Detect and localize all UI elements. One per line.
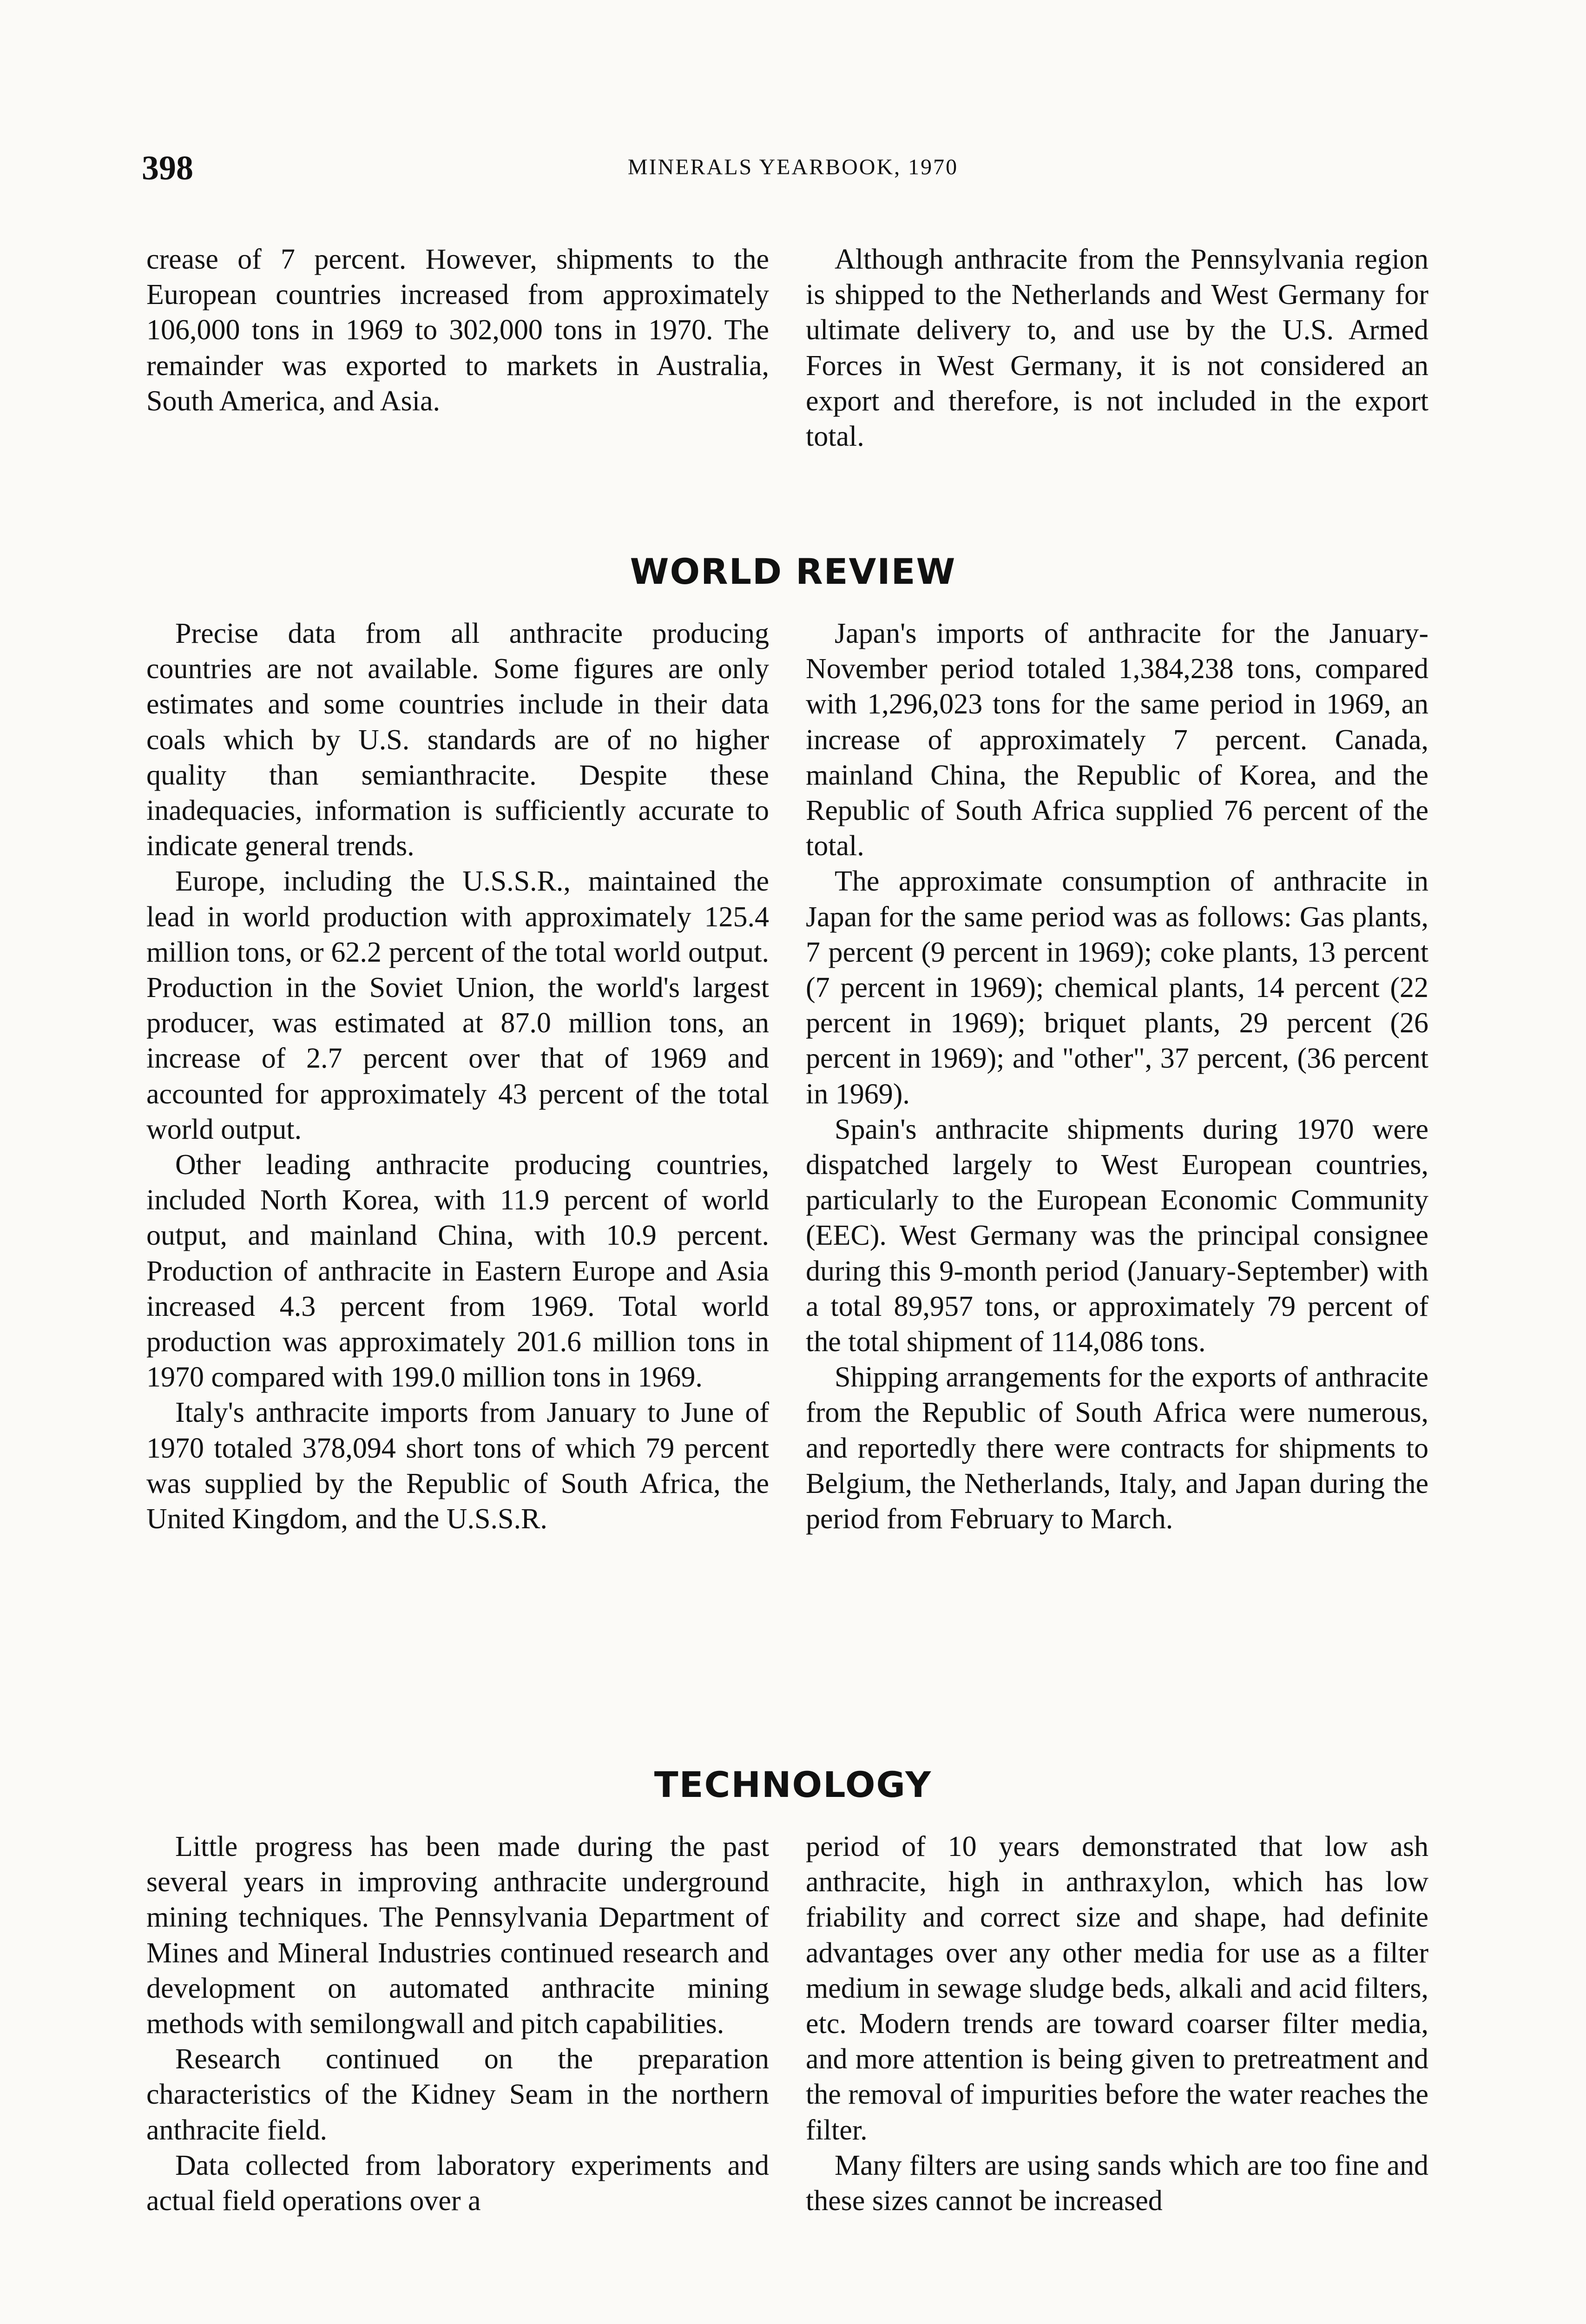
paragraph: Other leading anthracite producing countries, included North Korea, with 11.9 percent of world output, and mainland China, with 10.9 percent. Production of anthracite in Eastern Europe and Asia increased 4.3 percent from 1969. Total world production was approximately 201.6 million tons in 1970 compared with 199.0 million tons in 1969. <box>146 1149 769 1393</box>
paragraph: The approximate consumption of anthracite in Japan for the same period was as follows: Gas plants, 7 percent (9 percent in 1969); coke plants, 13 percent (7 percent in 1969); chemical plants, 14 percent (22 percent in 1969); briquet plants, 29 percent (26 percent in 1969); and "other", 37 percent, (36 percent in 1969). <box>806 865 1428 1110</box>
paragraph: Spain's anthracite shipments during 1970 were dispatched largely to West European countries, particularly to the European Economic Community (EEC). West Germany was the principal consignee during this 9-month period (January-September) with a total 89,957 tons, or approximately 79 percent of the total shipment of 114,086 tons. <box>806 1113 1428 1358</box>
paragraph: Europe, including the U.S.S.R., maintained the lead in world production with approximately 125.4 million tons, or 62.2 percent of the total world output. Production in the Soviet Union, the world's largest producer, was estimated at 87.0 million tons, an increase of 2.7 percent over that of 1969 and accounted for approximately 43 percent of the total world output. <box>146 865 769 1145</box>
paragraph: period of 10 years demonstrated that low ash anthracite, high in anthraxylon, which has low friability and correct size and shape, had definite advantages over any other media for use as a filter medium in sewage sludge beds, alkali and acid filters, etc. Modern trends are toward coarser filter media, and more attention is being given to pretreatment and the removal of impurities before the water reaches the filter. <box>806 1831 1428 2146</box>
paragraph: Data collected from laboratory experiments and actual field operations over a <box>146 2149 769 2217</box>
paragraph: Precise data from all anthracite producing countries are not available. Some figures are only estimates and some countries include in their data coals which by U.S. standards are of no higher quality than semianthracite. Despite these inadequacies, information is sufficiently accurate to indicate general trends. <box>146 618 769 862</box>
technology-left-column <box>146 1829 769 2218</box>
paragraph: Shipping arrangements for the exports of anthracite from the Republic of South Africa were numerous, and reportedly there were contracts for shipments to Belgium, the Netherlands, Italy, and Japan during the period from February to March. <box>806 1361 1428 1535</box>
technology-right-column <box>806 1829 1428 2218</box>
paragraph: Research continued on the preparation characteristics of the Kidney Seam in the northern anthracite field. <box>146 2043 769 2146</box>
running-title: MINERALS YEARBOOK, 1970 <box>627 155 959 179</box>
paragraph: Little progress has been made during the past several years in improving anthracite underground mining techniques. The Pennsylvania Department of Mines and Mineral Industries continued research and development on automated anthracite mining methods with semilongwall and pitch capabilities. <box>146 1831 769 2040</box>
heading-word-review: REVIEW <box>796 551 956 592</box>
world-review-left-column <box>146 616 769 1537</box>
paragraph: Italy's anthracite imports from January to June of 1970 totaled 378,094 short tons of which 79 percent was supplied by the Republic of South Africa, the United Kingdom, and the U.S.S.R. <box>146 1397 769 1535</box>
paragraph: crease of 7 percent. However, shipments to the European countries increased from approximately 106,000 tons in 1969 to 302,000 tons in 1970. The remainder was exported to markets in Australia, South America, and Asia. <box>146 244 769 417</box>
world-review-heading <box>0 551 1586 592</box>
page-number: 398 <box>142 149 193 187</box>
paragraph: Many filters are using sands which are too fine and these sizes cannot be increased <box>806 2149 1428 2217</box>
top-left-column <box>146 242 769 419</box>
paragraph: Although anthracite from the Pennsylvania region is shipped to the Netherlands and West Germany for ultimate delivery to, and use by the U.S. Armed Forces in West Germany, it is not considered an export and therefore, is not included in the export total. <box>806 244 1428 453</box>
paragraph: Japan's imports of anthracite for the January-November period totaled 1,384,238 tons, compared with 1,296,023 tons for the same period in 1969, an increase of approximately 7 percent. Canada, mainland China, the Republic of Korea, and the Republic of South Africa supplied 76 percent of the total. <box>806 618 1428 862</box>
heading-word-world: WORLD <box>630 551 783 592</box>
world-review-right-column <box>806 616 1428 1537</box>
running-header <box>0 149 1586 191</box>
top-right-column <box>806 242 1428 454</box>
technology-heading: TECHNOLOGY <box>654 1764 932 1805</box>
